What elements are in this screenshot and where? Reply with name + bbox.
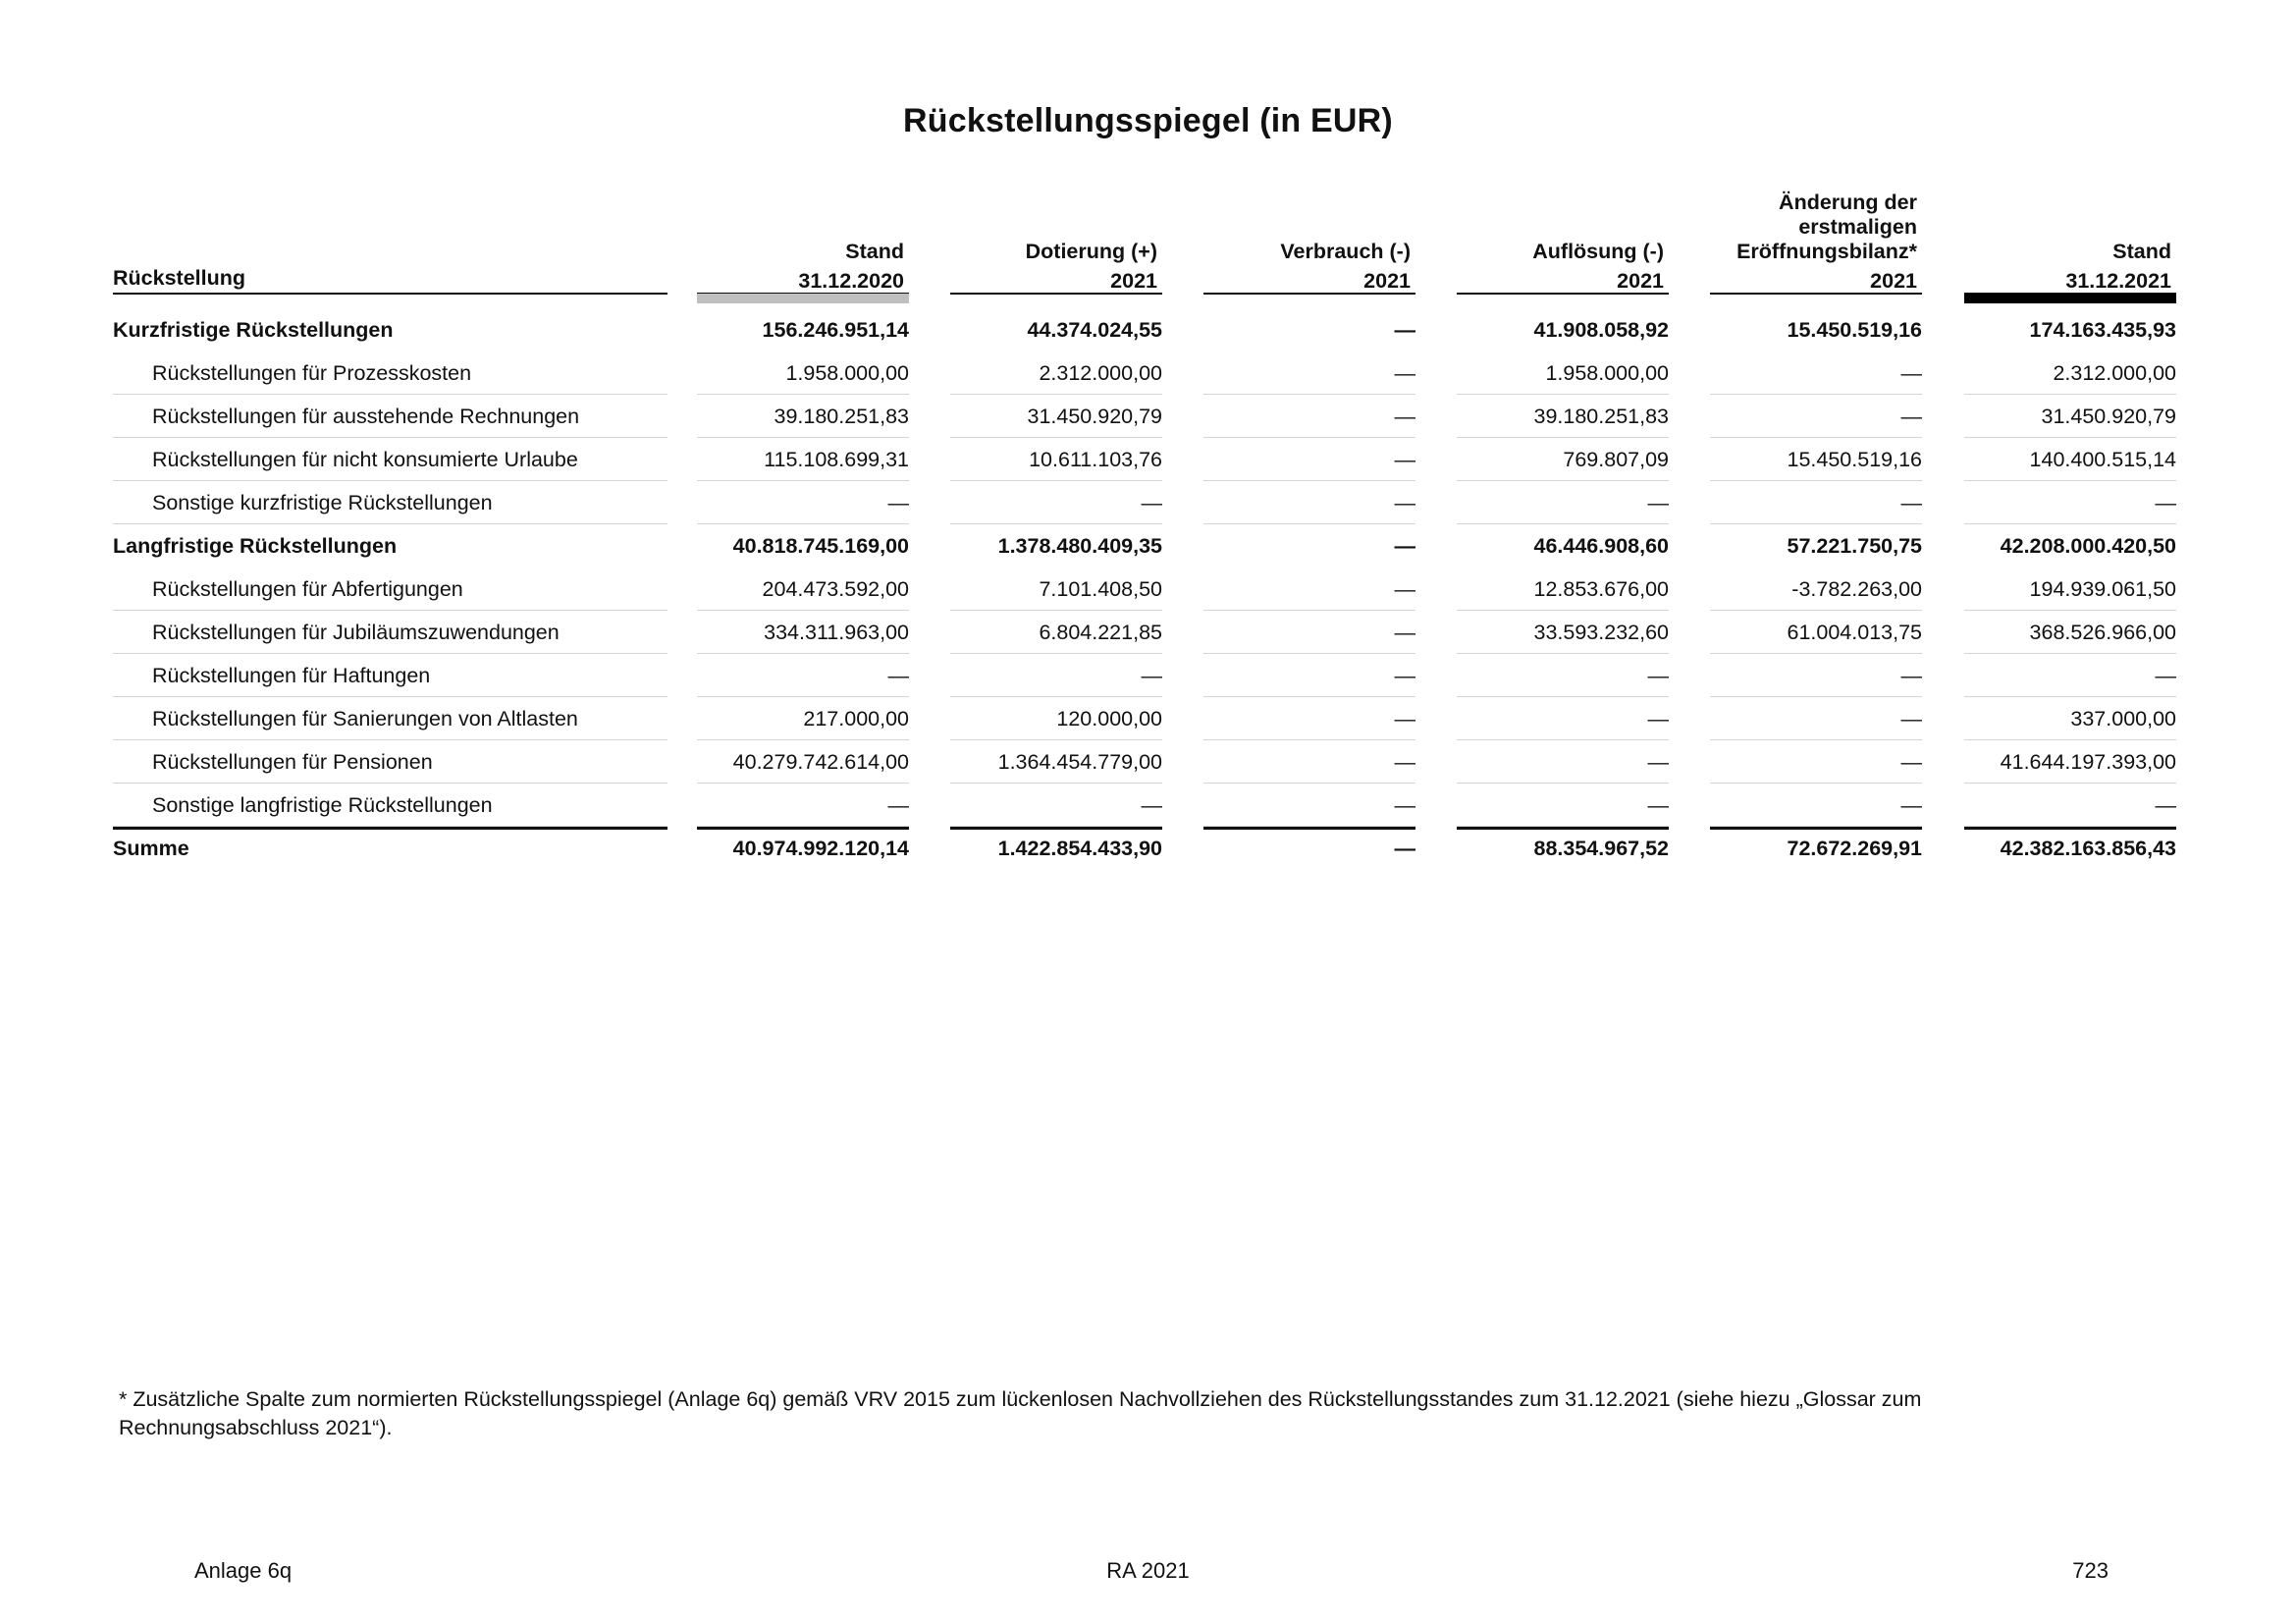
cell-aufloesung: 41.908.058,92 <box>1533 318 1669 342</box>
total-rule <box>1964 827 2176 830</box>
group-row <box>113 308 2186 352</box>
header-stand-2021-line3: Stand <box>2112 240 2171 263</box>
header-dotierung-period: 2021 <box>1110 269 1157 293</box>
total-rule <box>113 827 667 830</box>
cell-dotierung: 44.374.024,55 <box>1027 318 1162 342</box>
header-underline <box>1203 293 1415 295</box>
group-row <box>113 524 2186 568</box>
cell-dotierung: 1.378.480.409,35 <box>997 534 1162 558</box>
row-label: Rückstellungen für Sanierungen von Altlasten <box>152 707 578 731</box>
header-verbrauch-line3: Verbrauch (-) <box>1280 240 1411 263</box>
cell-stand-2021: 42.208.000.420,50 <box>2000 534 2176 558</box>
table-header <box>113 179 2186 297</box>
cell-verbrauch: — <box>1394 750 1415 774</box>
table-body <box>113 308 2186 872</box>
cell-stand-2021: — <box>2155 664 2176 687</box>
header-stand-2020-line3: Stand <box>845 240 904 263</box>
cell-stand-2021: 194.939.061,50 <box>2029 577 2176 601</box>
cell-aufloesung: — <box>1647 664 1669 687</box>
table-row <box>113 481 2186 524</box>
footer-center: RA 2021 <box>1106 1558 1190 1583</box>
header-aenderung-eroeffnungsbilanz-line2: erstmaligen <box>1798 215 1917 239</box>
cell-stand-2020: 1.958.000,00 <box>785 361 909 385</box>
cell-stand-2020: 156.246.951,14 <box>762 318 909 342</box>
page-title: Rückstellungsspiegel (in EUR) <box>903 102 1393 139</box>
table-row <box>113 654 2186 697</box>
cell-aenderung-eroeffnungsbilanz: 72.672.269,91 <box>1787 837 1922 860</box>
cell-verbrauch: — <box>1394 664 1415 687</box>
cell-stand-2020: 334.311.963,00 <box>764 621 909 644</box>
cell-dotierung: 31.450.920,79 <box>1027 405 1162 428</box>
table-row <box>113 352 2186 395</box>
provisions-table <box>113 179 2186 872</box>
cell-stand-2020: 115.108.699,31 <box>764 448 909 471</box>
cell-aenderung-eroeffnungsbilanz: — <box>1900 707 1922 731</box>
cell-stand-2021: 2.312.000,00 <box>2053 361 2176 385</box>
cell-stand-2021: 31.450.920,79 <box>2041 405 2176 428</box>
header-aenderung-eroeffnungsbilanz <box>1710 179 1922 293</box>
cell-dotierung: 2.312.000,00 <box>1039 361 1162 385</box>
current-period-marker <box>1964 294 2176 303</box>
cell-verbrauch: — <box>1394 577 1415 601</box>
cell-aenderung-eroeffnungsbilanz: — <box>1900 750 1922 774</box>
header-underline <box>1710 293 1922 295</box>
cell-aufloesung: 12.853.676,00 <box>1533 577 1669 601</box>
row-label: Rückstellungen für Jubiläumszuwendungen <box>152 621 560 644</box>
cell-verbrauch: — <box>1394 534 1415 558</box>
cell-aufloesung: 769.807,09 <box>1563 448 1669 471</box>
row-label: Rückstellungen für nicht konsumierte Urlaube <box>152 448 578 471</box>
header-stand-2020 <box>697 179 909 293</box>
cell-stand-2020: 40.974.992.120,14 <box>732 837 909 860</box>
header-stand-2021-period: 31.12.2021 <box>2065 269 2171 293</box>
cell-stand-2020: — <box>887 664 909 687</box>
table-row <box>113 697 2186 740</box>
header-aufloesung-line3: Auflösung (-) <box>1532 240 1664 263</box>
cell-stand-2021: 174.163.435,93 <box>2029 318 2176 342</box>
cell-stand-2021: 42.382.163.856,43 <box>2000 837 2176 860</box>
row-label: Rückstellungen für Haftungen <box>152 664 431 687</box>
cell-aufloesung: — <box>1647 707 1669 731</box>
row-label: Kurzfristige Rückstellungen <box>113 318 394 342</box>
header-aenderung-eroeffnungsbilanz-line3: Eröffnungsbilanz* <box>1736 240 1917 263</box>
cell-stand-2020: — <box>887 491 909 514</box>
cell-dotierung: — <box>1141 793 1162 817</box>
footer-page-number: 723 <box>2072 1558 2109 1583</box>
cell-dotierung: 1.422.854.433,90 <box>997 837 1162 860</box>
row-label: Rückstellungen für Prozesskosten <box>152 361 472 385</box>
cell-verbrauch: — <box>1394 491 1415 514</box>
cell-aufloesung: 46.446.908,60 <box>1533 534 1669 558</box>
cell-aufloesung: 39.180.251,83 <box>1533 405 1669 428</box>
cell-aenderung-eroeffnungsbilanz: — <box>1900 361 1922 385</box>
cell-aufloesung: 88.354.967,52 <box>1533 837 1669 860</box>
cell-aufloesung: — <box>1647 793 1669 817</box>
total-row <box>113 827 2186 872</box>
cell-stand-2020: — <box>887 793 909 817</box>
cell-verbrauch: — <box>1394 405 1415 428</box>
cell-stand-2020: 217.000,00 <box>803 707 909 731</box>
cell-dotierung: 1.364.454.779,00 <box>997 750 1162 774</box>
header-aufloesung <box>1457 179 1669 293</box>
cell-verbrauch: — <box>1394 837 1415 860</box>
cell-stand-2020: 40.818.745.169,00 <box>732 534 909 558</box>
cell-aenderung-eroeffnungsbilanz: — <box>1900 491 1922 514</box>
header-dotierung-line3: Dotierung (+) <box>1025 240 1157 263</box>
header-provision-label: Rückstellung <box>113 266 245 290</box>
header-aenderung-eroeffnungsbilanz-period: 2021 <box>1870 269 1917 293</box>
table-row <box>113 740 2186 784</box>
total-rule <box>950 827 1162 830</box>
total-rule <box>1457 827 1669 830</box>
cell-stand-2020: 204.473.592,00 <box>762 577 909 601</box>
cell-stand-2021: 368.526.966,00 <box>2029 621 2176 644</box>
table-row <box>113 611 2186 654</box>
cell-stand-2020: 39.180.251,83 <box>774 405 909 428</box>
header-stand-2021 <box>1964 179 2176 293</box>
cell-stand-2021: — <box>2155 793 2176 817</box>
cell-aenderung-eroeffnungsbilanz: — <box>1900 793 1922 817</box>
footer-left: Anlage 6q <box>194 1558 293 1583</box>
row-label: Rückstellungen für Pensionen <box>152 750 433 774</box>
cell-aenderung-eroeffnungsbilanz: — <box>1900 664 1922 687</box>
header-stand-2020-period: 31.12.2020 <box>798 269 904 293</box>
cell-aufloesung: 1.958.000,00 <box>1545 361 1669 385</box>
row-label: Rückstellungen für Abfertigungen <box>152 577 463 601</box>
cell-verbrauch: — <box>1394 448 1415 471</box>
cell-aufloesung: — <box>1647 750 1669 774</box>
row-label: Langfristige Rückstellungen <box>113 534 398 558</box>
total-rule <box>697 827 909 830</box>
table-row <box>113 438 2186 481</box>
row-label: Sonstige langfristige Rückstellungen <box>152 793 493 817</box>
cell-stand-2021: 41.644.197.393,00 <box>2000 750 2176 774</box>
cell-aenderung-eroeffnungsbilanz: 15.450.519,16 <box>1787 318 1922 342</box>
table-row <box>113 784 2186 827</box>
cell-stand-2021: 337.000,00 <box>2070 707 2176 731</box>
cell-aenderung-eroeffnungsbilanz: — <box>1900 405 1922 428</box>
cell-dotierung: 120.000,00 <box>1056 707 1162 731</box>
header-underline <box>950 293 1162 295</box>
header-dotierung <box>950 179 1162 293</box>
cell-verbrauch: — <box>1394 621 1415 644</box>
cell-dotierung: — <box>1141 491 1162 514</box>
prior-period-marker <box>697 294 909 303</box>
cell-aenderung-eroeffnungsbilanz: 57.221.750,75 <box>1787 534 1922 558</box>
cell-stand-2021: 140.400.515,14 <box>2029 448 2176 471</box>
cell-verbrauch: — <box>1394 793 1415 817</box>
cell-verbrauch: — <box>1394 361 1415 385</box>
total-rule <box>1203 827 1415 830</box>
header-provision <box>113 179 667 293</box>
row-label: Summe <box>113 837 189 860</box>
cell-dotierung: 6.804.221,85 <box>1039 621 1162 644</box>
cell-aenderung-eroeffnungsbilanz: -3.782.263,00 <box>1791 577 1922 601</box>
cell-stand-2021: — <box>2155 491 2176 514</box>
cell-aenderung-eroeffnungsbilanz: 61.004.013,75 <box>1787 621 1922 644</box>
cell-aufloesung: — <box>1647 491 1669 514</box>
header-underline <box>1457 293 1669 295</box>
cell-verbrauch: — <box>1394 707 1415 731</box>
header-verbrauch-period: 2021 <box>1363 269 1411 293</box>
cell-stand-2020: 40.279.742.614,00 <box>732 750 909 774</box>
footnote: * Zusätzliche Spalte zum normierten Rückstellungsspiegel (Anlage 6q) gemäß VRV 2015 zum lückenlosen Nachvollziehen des Rückstellungsstandes zum 31.12.2021 (siehe hiezu „Glossar zum Rechnungsabschluss 2021“). <box>119 1387 1922 1439</box>
cell-aufloesung: 33.593.232,60 <box>1533 621 1669 644</box>
row-label: Rückstellungen für ausstehende Rechnungen <box>152 405 580 428</box>
cell-dotierung: 10.611.103,76 <box>1029 448 1162 471</box>
table-row <box>113 395 2186 438</box>
total-rule <box>1710 827 1922 830</box>
row-label: Sonstige kurzfristige Rückstellungen <box>152 491 493 514</box>
cell-aenderung-eroeffnungsbilanz: 15.450.519,16 <box>1787 448 1922 471</box>
cell-dotierung: — <box>1141 664 1162 687</box>
cell-verbrauch: — <box>1394 318 1415 342</box>
header-underline <box>113 293 667 295</box>
cell-dotierung: 7.101.408,50 <box>1039 577 1162 601</box>
header-aenderung-eroeffnungsbilanz-line1: Änderung der <box>1779 190 1917 214</box>
header-verbrauch <box>1203 179 1415 293</box>
header-aufloesung-period: 2021 <box>1617 269 1664 293</box>
table-row <box>113 568 2186 611</box>
